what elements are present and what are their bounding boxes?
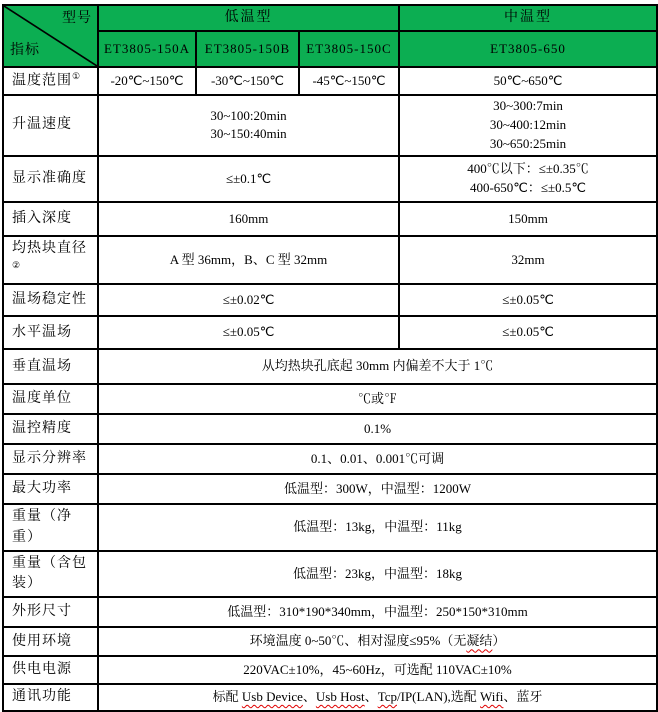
spec-value-line: 32mm — [511, 251, 545, 267]
spec-value — [98, 597, 657, 627]
spec-value-line: -30℃~150℃ — [210, 72, 285, 88]
spec-value — [299, 67, 399, 95]
row-label: 重量（净重） — [3, 504, 98, 551]
table-row — [3, 349, 657, 384]
spec-value — [98, 284, 399, 316]
row-label: 升温速度 — [3, 95, 98, 156]
spec-value — [98, 444, 657, 474]
spec-value-line: ≤±0.1℃ — [225, 170, 272, 186]
row-label: 供电电源 — [3, 656, 98, 684]
corner-label-index: 指标 — [10, 42, 40, 58]
table-row — [3, 236, 657, 284]
spec-value-line: -45℃~150℃ — [312, 72, 386, 88]
spec-value-line: 30~100:20min — [210, 107, 287, 123]
column-group-row — [3, 5, 657, 31]
row-label: 均热块直径② — [3, 236, 98, 284]
spec-value-line: 400℃以下：≤±0.35℃ — [467, 161, 589, 177]
footnote-mark: ① — [72, 71, 81, 81]
spec-value-line: 30~150:40min — [210, 126, 287, 142]
row-label: 显示分辨率 — [3, 444, 98, 474]
model-et3805-150c: ET3805-150C — [299, 31, 399, 67]
model-et3805-650: ET3805-650 — [399, 31, 657, 67]
spec-value-line: ℃或℉ — [357, 390, 397, 406]
spec-value — [98, 656, 657, 684]
spec-value — [98, 349, 657, 384]
spec-value — [98, 551, 657, 598]
table-row — [3, 444, 657, 474]
row-label: 外形尺寸 — [3, 597, 98, 627]
table-row — [3, 597, 657, 627]
row-label: 水平温场 — [3, 316, 98, 349]
spec-value-line: 50℃~650℃ — [493, 72, 563, 88]
table-row — [3, 95, 657, 156]
table-row — [3, 156, 657, 202]
table-row — [3, 316, 657, 349]
spec-value — [98, 414, 657, 444]
table-row — [3, 284, 657, 316]
spec-value-line: 30~650:25min — [489, 135, 567, 151]
spec-value-line: 400-650℃：≤±0.5℃ — [469, 179, 587, 195]
spec-value-line: -20℃~150℃ — [110, 72, 184, 88]
table-row — [3, 384, 657, 414]
spec-value — [98, 67, 196, 95]
spec-value — [399, 67, 657, 95]
spec-value-line: 160mm — [228, 210, 269, 226]
spellcheck-underlined-text: Usb Device — [241, 689, 303, 705]
spec-value-line: 低温型：300W，中温型：1200W — [283, 480, 472, 496]
spec-value — [98, 474, 657, 504]
row-label: 通讯功能 — [3, 684, 98, 710]
spellcheck-underlined-text: Usb Host — [315, 689, 365, 705]
spec-value-line: 30~400:12min — [489, 117, 567, 133]
spec-value — [399, 156, 657, 202]
row-label: 重量（含包装） — [3, 551, 98, 598]
table-row — [3, 656, 657, 684]
row-label: 最大功率 — [3, 474, 98, 504]
row-label: 温控精度 — [3, 414, 98, 444]
spec-value-line: 低温型：310*190*340mm，中温型：250*150*310mm — [227, 603, 528, 619]
model-row — [3, 31, 657, 67]
spec-value-line: 低温型：13kg，中温型：11kg — [293, 519, 462, 535]
spec-value — [98, 236, 399, 284]
column-group-low-temp: 低温型 — [98, 5, 399, 31]
row-label: 插入深度 — [3, 202, 98, 236]
spec-value — [98, 627, 657, 656]
corner-label-model: 型号 — [62, 11, 92, 26]
corner-cell — [3, 5, 98, 67]
spec-value-line: 220VAC±10%，45~60Hz，可选配 110VAC±10% — [243, 661, 512, 677]
spec-value-line: ≤±0.05℃ — [502, 291, 554, 307]
spec-value — [98, 684, 657, 710]
row-label: 显示准确度 — [3, 156, 98, 202]
spec-value — [98, 95, 399, 156]
table-row — [3, 627, 657, 656]
footnote-mark: ② — [12, 260, 21, 271]
spec-value-line: 150mm — [508, 210, 548, 226]
table-row — [3, 504, 657, 551]
spec-value-line: 环境温度 0~50℃、相对湿度≤95%（无凝结） — [249, 633, 506, 649]
spec-table-body — [3, 67, 657, 711]
column-group-mid-temp: 中温型 — [399, 5, 657, 31]
table-row — [3, 67, 657, 95]
row-label: 垂直温场 — [3, 349, 98, 384]
spec-value-line: 30~300:7min — [493, 98, 563, 114]
spec-value-line: 从均热块孔底起 30mm 内偏差不大于 1℃ — [261, 358, 494, 374]
spec-value — [399, 316, 657, 349]
row-label: 温场稳定性 — [3, 284, 98, 316]
spec-value — [98, 156, 399, 202]
spec-value — [196, 67, 299, 95]
spec-value-line: ≤±0.02℃ — [222, 291, 275, 307]
model-et3805-150b: ET3805-150B — [196, 31, 299, 67]
table-row — [3, 474, 657, 504]
spec-value-line: A 型 36mm，B、C 型 32mm — [169, 251, 328, 267]
row-label: 温度范围① — [3, 67, 98, 95]
spec-value — [98, 316, 399, 349]
spec-value — [399, 236, 657, 284]
model-et3805-150a: ET3805-150A — [98, 31, 196, 67]
spec-value — [98, 384, 657, 414]
spec-value — [399, 284, 657, 316]
spec-value-line: ≤±0.05℃ — [222, 324, 275, 340]
spec-value-line: ≤±0.05℃ — [502, 324, 554, 340]
table-row — [3, 202, 657, 236]
spec-value-line: 标配 Usb Device、Usb Host、Tcp/IP(LAN),选配 Wifi、蓝牙 — [212, 689, 543, 705]
spellcheck-underlined-text: Wifi — [480, 689, 504, 705]
table-header — [3, 5, 657, 67]
spellcheck-underlined-text: 凝结 — [466, 633, 493, 649]
table-row — [3, 684, 657, 710]
row-label: 温度单位 — [3, 384, 98, 414]
table-row — [3, 414, 657, 444]
spec-value — [399, 202, 657, 236]
table-row — [3, 551, 657, 598]
row-label: 使用环境 — [3, 627, 98, 656]
spec-value-line: 低温型：23kg，中温型：18kg — [292, 565, 462, 581]
spec-value — [399, 95, 657, 156]
spec-table — [2, 4, 658, 712]
spellcheck-underlined-text: Tcp — [377, 689, 397, 705]
spec-value-line: 0.1、0.01、0.001℃可调 — [310, 450, 445, 466]
spec-value — [98, 202, 399, 236]
spec-value — [98, 504, 657, 551]
spec-value-line: 0.1% — [363, 420, 392, 436]
